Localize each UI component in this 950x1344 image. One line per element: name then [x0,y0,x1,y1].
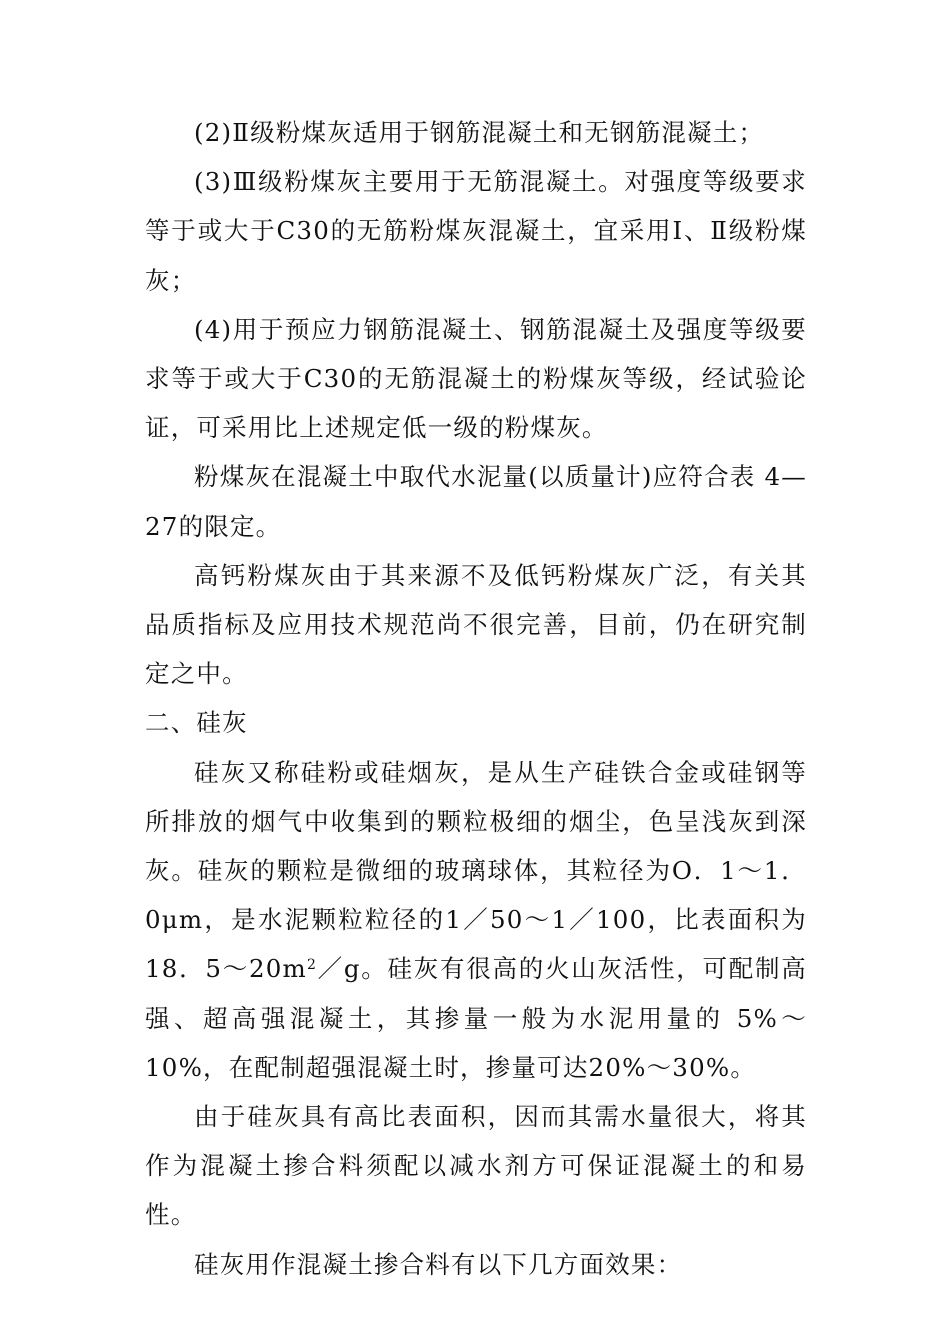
paragraph-prestressed-concrete-grade: (4)用于预应力钢筋混凝土、钢筋混凝土及强度等级要求等于或大于C30的无筋混凝土的粉煤灰等级，经试验论证，可采用比上述规定低一级的粉煤灰。 [145,314,807,443]
silica-text-part-1: 硅灰又称硅粉或硅烟灰，是从生产硅铁合金或硅钢等所排放的烟气中收集到的颗粒极细的烟尘，色呈浅灰到深灰。硅灰的颗粒是微细的玻璃球体，其粒径为O．1～1．0μm，是水泥颗粒粒径的1／50～1／100，比表面积为18．5～20m [145,757,807,984]
paragraph-effects-intro: 硅灰用作混凝土掺合料有以下几方面效果： [194,1249,683,1279]
paragraph-water-demand: 由于硅灰具有高比表面积，因而其需水量很大，将其作为混凝土掺合料须配以减水剂方可保证混凝土的和易性。 [145,1102,807,1230]
paragraph-grade-2-fly-ash: (2)Ⅱ级粉煤灰适用于钢筋混凝土和无钢筋混凝土； [194,118,765,147]
paragraph-cement-replacement-limit: 粉煤灰在混凝土中取代水泥量(以质量计)应符合表 4—27的限定。 [145,462,807,541]
document-body [145,108,807,1289]
paragraph-grade-3-fly-ash: (3)Ⅲ级粉煤灰主要用于无筋混凝土。对强度等级要求等于或大于C30的无筋粉煤灰混凝土，宜采用Ⅰ、Ⅱ级粉煤灰； [145,167,807,295]
paragraph-silica-fume-description [145,748,807,1092]
paragraph-high-calcium-fly-ash: 高钙粉煤灰由于其来源不及低钙粉煤灰广泛，有关其品质指标及应用技术规范尚不很完善，目前，仍在研究制定之中。 [145,560,807,689]
section-heading-silica-fume: 二、硅灰 [145,708,248,738]
silica-text-part-2: ／g。硅灰有很高的火山灰活性，可配制高强、超高强混凝土，其掺量一般为水泥用量的 5%～10%，在配制超强混凝土时，掺量可达20%～30%。 [145,954,807,1082]
superscript-square: 2 [306,957,318,974]
